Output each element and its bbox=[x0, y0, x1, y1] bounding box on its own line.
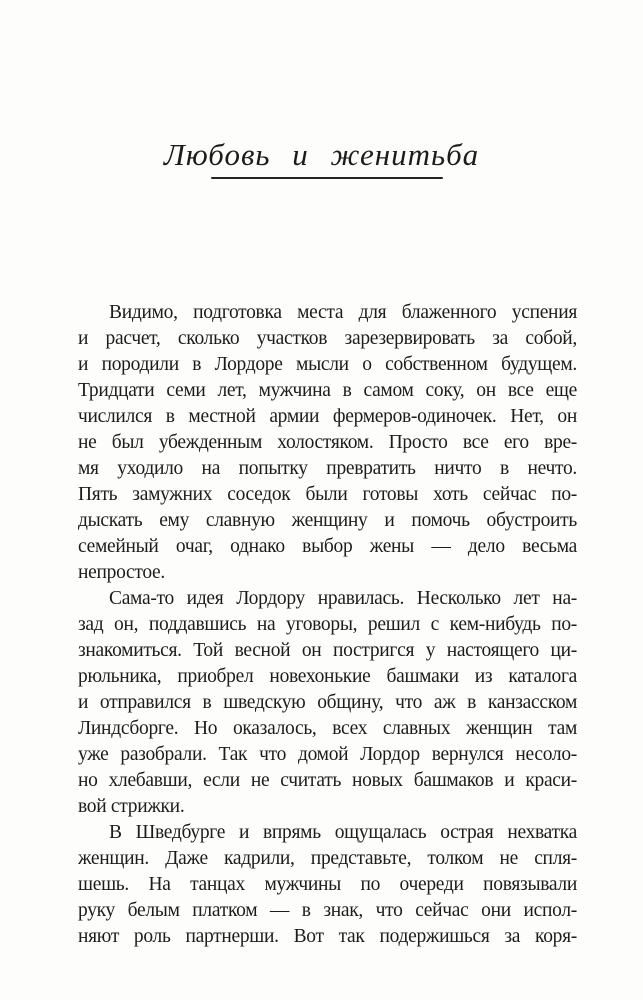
text-line: Пять замужних соседок были готовы хоть сейчас по- bbox=[78, 484, 577, 505]
text-line: и породили в Лордоре мысли о собственном будущем. bbox=[78, 354, 577, 375]
text-line: и расчет, сколько участков зарезервировать за собой, bbox=[78, 328, 577, 349]
text-line: Видимо, подготовка места для блаженного успения bbox=[109, 302, 577, 323]
text-line: непростое. bbox=[78, 562, 165, 583]
title-underline bbox=[211, 177, 443, 179]
text-line: вой стрижки. bbox=[78, 796, 185, 817]
paragraph bbox=[78, 300, 577, 586]
text-line: мя уходило на попытку превратить ничто в нечто. bbox=[78, 458, 577, 479]
text-line: и отправился в шведскую общину, что аж в канзасском bbox=[78, 692, 577, 713]
text-line: Сама-то идея Лордору нравилась. Несколько лет на- bbox=[109, 588, 577, 609]
text-line: шешь. На танцах мужчины по очереди повязывали bbox=[78, 874, 577, 895]
text-line: руку белым платком — в знак, что сейчас они испол- bbox=[78, 900, 577, 921]
text-line: зад он, поддавшись на уговоры, решил с кем-нибудь по- bbox=[78, 614, 577, 635]
text-line: дыскать ему славную женщину и помочь обустроить bbox=[78, 510, 577, 531]
paragraph bbox=[78, 820, 577, 950]
body-text bbox=[78, 300, 577, 950]
text-line: женщин. Даже кадрили, представьте, толком не спля- bbox=[78, 848, 577, 869]
text-line: числился в местной армии фермеров-одиночек. Нет, он bbox=[78, 406, 577, 427]
chapter-title: Любовь и женитьба bbox=[163, 137, 480, 172]
text-line: Линдсборге. Но оказалось, всех славных женщин там bbox=[78, 718, 577, 739]
text-line: В Шведбурге и впрямь ощущалась острая нехватка bbox=[109, 822, 577, 843]
text-line: знакомиться. Той весной он постригся у настоящего ци- bbox=[78, 640, 577, 661]
text-line: не был убежденным холостяком. Просто все его вре- bbox=[78, 432, 577, 453]
text-line: няют роль партнерши. Вот так подержишься за коря- bbox=[78, 926, 577, 947]
text-line: но хлебавши, если не считать новых башмаков и краси- bbox=[78, 770, 577, 791]
text-line: уже разобрали. Так что домой Лордор вернулся несоло- bbox=[78, 744, 577, 765]
paragraph bbox=[78, 586, 577, 820]
text-line: семейный очаг, однако выбор жены — дело весьма bbox=[78, 536, 577, 557]
text-line: рюльника, приобрел новехонькие башмаки из каталога bbox=[78, 666, 577, 687]
text-line: Тридцати семи лет, мужчина в самом соку, он все еще bbox=[78, 380, 577, 401]
